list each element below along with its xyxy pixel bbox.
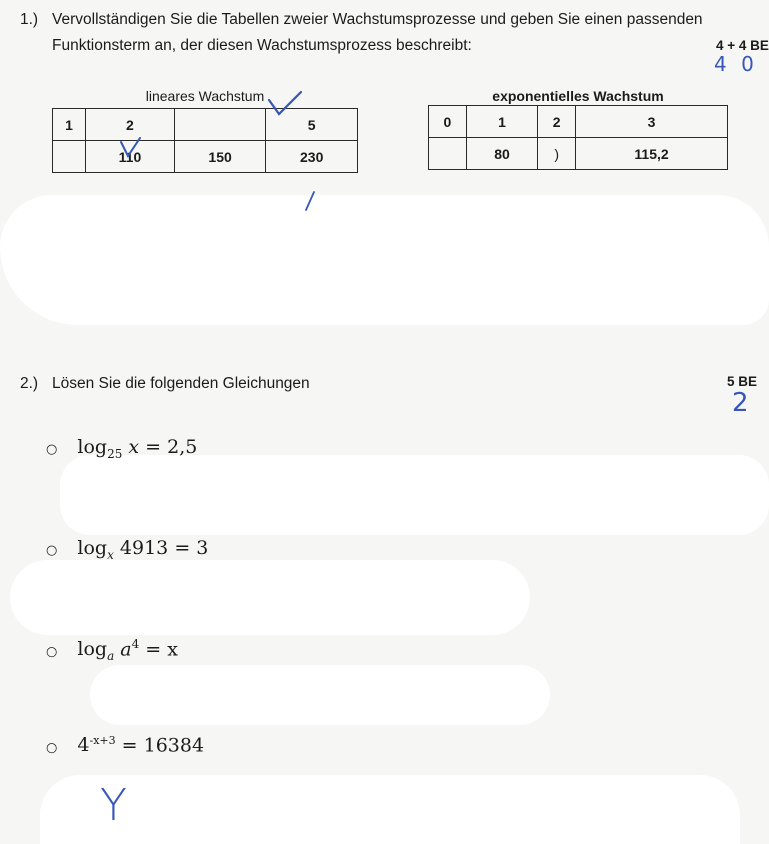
pen-stroke-icon xyxy=(300,190,320,214)
exponent: 4 xyxy=(131,637,140,651)
bullet: ○ xyxy=(46,644,58,660)
task1-number: 1.) xyxy=(20,11,39,28)
linear-table xyxy=(52,108,358,173)
log-argument: 4913 xyxy=(119,537,169,559)
log-base: x xyxy=(107,547,114,562)
bullet: ○ xyxy=(46,442,58,457)
table-cell: ) xyxy=(538,138,576,170)
table-row xyxy=(429,138,728,170)
task2-number: 2.) xyxy=(20,375,39,392)
equation-3 xyxy=(46,637,178,663)
log-func: log xyxy=(77,638,108,661)
log-base: a xyxy=(107,649,115,664)
log-argument: x xyxy=(128,436,140,458)
table-cell: 150 xyxy=(174,141,266,173)
checkmark-icon xyxy=(265,88,305,118)
whiteout-area xyxy=(40,775,740,844)
whiteout-area xyxy=(10,560,530,635)
table-cell: 1 xyxy=(53,109,86,141)
bullet: ○ xyxy=(46,543,58,558)
log-argument: a xyxy=(120,638,132,661)
table-cell: 230 xyxy=(266,141,358,173)
table-cell: 3 xyxy=(576,106,728,138)
table-cell: 115,2 xyxy=(576,138,728,170)
equation-4 xyxy=(46,734,204,756)
task1-line1: Vervollständigen Sie die Tabellen zweier Wachstumsprozesse und geben Sie einen passenden xyxy=(52,11,703,28)
whiteout-area xyxy=(0,195,769,325)
table-row xyxy=(53,141,358,173)
whiteout-area xyxy=(90,665,550,725)
checkmark-icon xyxy=(118,136,144,162)
power-base: 4 xyxy=(77,734,90,757)
exponent: -x+3 xyxy=(89,734,116,747)
equation-rhs: = 3 xyxy=(174,537,209,559)
log-func: log xyxy=(77,537,108,559)
table-cell xyxy=(53,141,86,173)
bottom-handwritten-mark: Y xyxy=(100,780,127,831)
equation-rhs: = 2,5 xyxy=(145,436,198,458)
task2-points: 5 BE xyxy=(727,374,758,389)
table-cell: 80 xyxy=(466,138,537,170)
equation-rhs: = x xyxy=(145,638,178,661)
task2-text: Lösen Sie die folgenden Gleichungen xyxy=(52,375,310,392)
table-cell xyxy=(174,109,266,141)
equation-1 xyxy=(46,436,197,461)
table-cell: 2 xyxy=(538,106,576,138)
table-cell: 5 xyxy=(266,109,358,141)
equation-2 xyxy=(46,537,208,562)
task1-points: 4 + 4 BE xyxy=(716,38,769,53)
task2-score-handwritten: 2 xyxy=(732,388,749,418)
table-cell: 110 xyxy=(86,141,175,173)
bullet: ○ xyxy=(46,740,58,756)
table-row xyxy=(53,109,358,141)
log-func: log xyxy=(77,436,108,458)
whiteout-area xyxy=(60,455,769,535)
exponential-table-title: exponentielles Wachstum xyxy=(492,88,664,104)
log-base: 25 xyxy=(107,446,123,461)
exponential-table xyxy=(428,105,728,170)
table-cell: 0 xyxy=(429,106,467,138)
linear-table-title: lineares Wachstum xyxy=(145,88,265,104)
table-cell: 2 xyxy=(86,109,175,141)
table-cell xyxy=(429,138,467,170)
task1-score-handwritten: 4 0 xyxy=(714,52,758,76)
equation-rhs: = 16384 xyxy=(121,734,205,757)
table-row xyxy=(429,106,728,138)
task1-line2: Funktionsterm an, der diesen Wachstumsprozess beschreibt: xyxy=(52,37,472,54)
table-cell: 1 xyxy=(466,106,537,138)
